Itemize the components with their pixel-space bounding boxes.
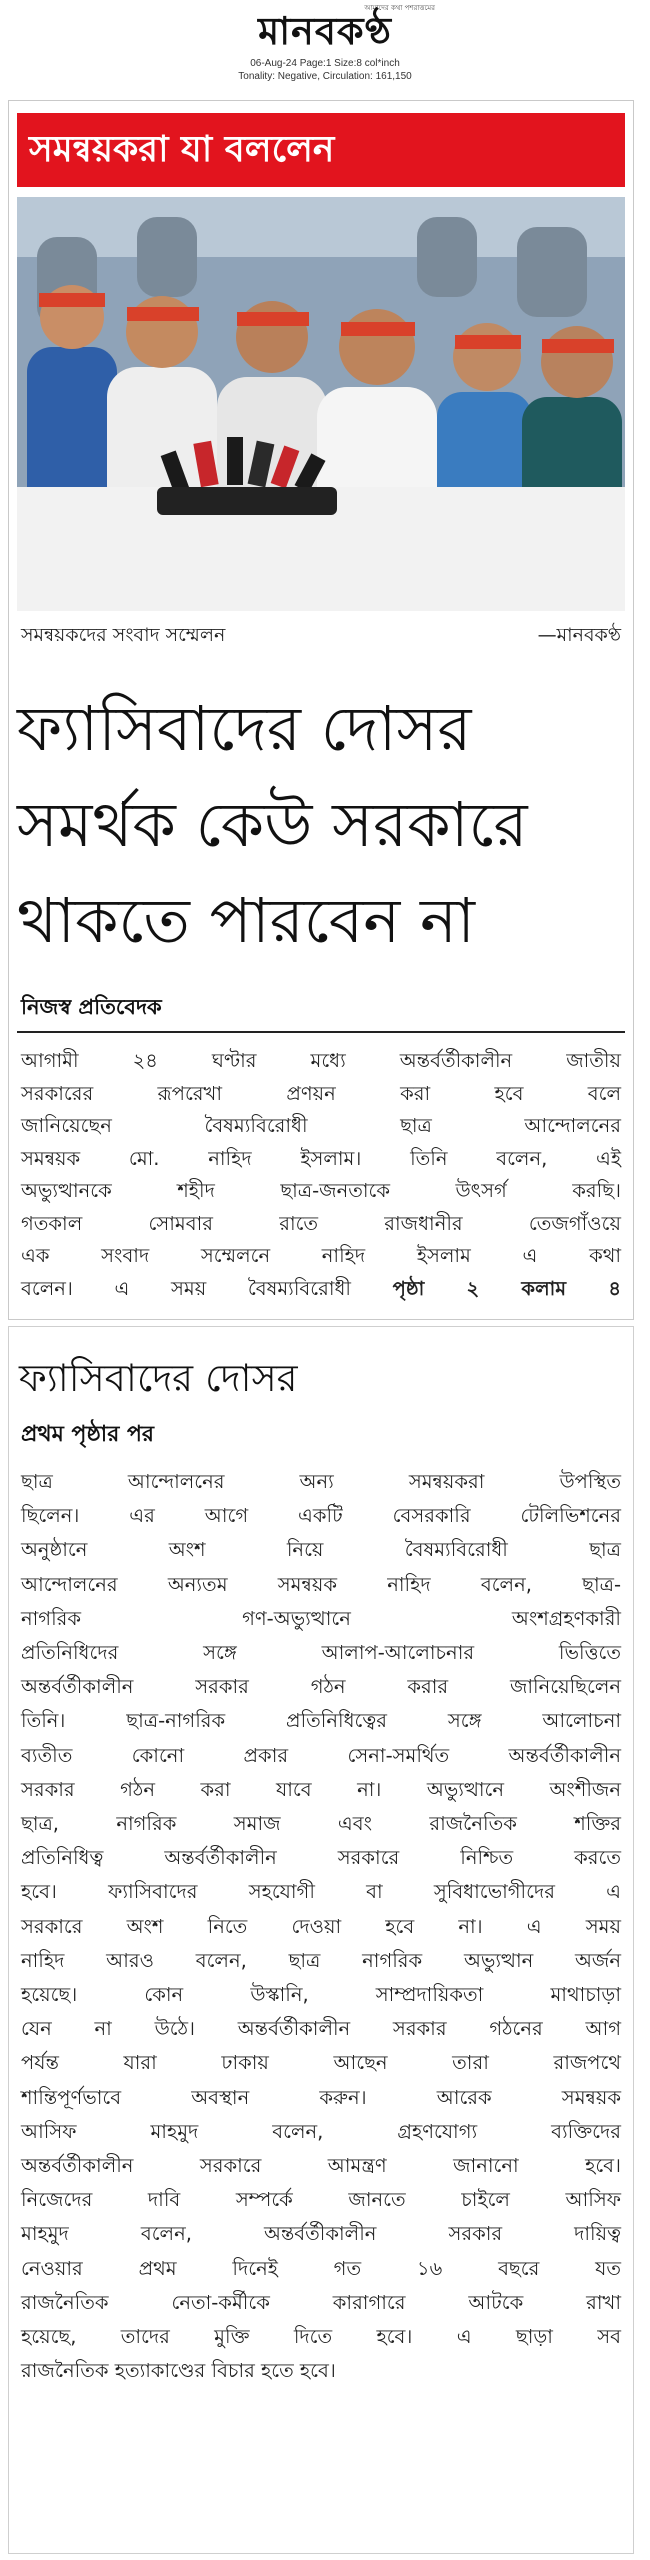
photo-caption — [21, 621, 621, 653]
section-banner — [17, 113, 625, 187]
clipping-meta-page: 06-Aug-24 Page:1 Size:8 col*inch — [250, 58, 400, 69]
continuation-subtitle: প্রথম পৃষ্ঠার পর — [21, 1422, 154, 1447]
body-last-line — [21, 1273, 621, 1306]
body-line: ছাত্র, নাগরিক সমাজ এবং রাজনৈতিক শক্তির — [21, 1812, 621, 1836]
photo-illustration — [17, 197, 625, 611]
headline-line: থাকতে পারবেন না — [17, 884, 475, 957]
caption-text: সমন্বয়কদের সংবাদ সম্মেলন — [21, 624, 226, 646]
body-line: নিজেদের দাবি সম্পর্কে জানতে চাইলে আসিফ — [21, 2188, 621, 2212]
byline: নিজস্ব প্রতিবেদক — [21, 995, 162, 1019]
body-line: নাহিদ আরও বলেন, ছাত্র নাগরিক অভ্যুত্থান অর্জন — [21, 1948, 621, 1972]
body-line: হয়েছে, তাদের মুক্তি দিতে হবে। এ ছাড়া সব — [21, 2325, 621, 2349]
body-line: সরকারের রূপরেখা প্রণয়ন করা হবে বলে — [21, 1081, 621, 1105]
body-line: সরকারে অংশ নিতে দেওয়া হবে না। এ সময় — [21, 1914, 621, 1938]
front-page-column — [8, 100, 634, 1320]
body-line: হবে। ফ্যাসিবাদের সহযোগী বা সুবিধাভোগীদের এ — [21, 1880, 621, 1904]
body-line: অভ্যুত্থানকে শহীদ ছাত্র-জনতাকে উৎসর্গ করছি। — [21, 1179, 621, 1202]
lead-body — [21, 1045, 621, 1305]
body-line: আসিফ মাহমুদ বলেন, গ্রহণযোগ্য ব্যক্তিদের — [21, 2119, 621, 2143]
body-line: এক সংবাদ সম্মেলনে নাহিদ ইসলাম এ কথা — [21, 1244, 621, 1267]
newspaper-logo: মানবকণ্ঠ — [258, 8, 392, 53]
body-line: ছাত্র আন্দোলনের অন্য সমন্বয়করা উপস্থিত — [21, 1470, 621, 1493]
body-line: পর্যন্ত যারা ঢাকায় আছেন তারা রাজপথে — [21, 2051, 621, 2075]
logo-tagline: আমাদের কথা পশরাত্তমের — [364, 4, 435, 12]
headline-line: ফ্যাসিবাদের দোসর — [17, 692, 472, 765]
body-line-text: বলেন। এ সময় বৈষম্যবিরোধী — [21, 1276, 351, 1300]
body-line: সরকার গঠন করা যাবে না। অভ্যুত্থানে অংশীজন — [21, 1777, 621, 1801]
continuation-title: ফ্যাসিবাদের দোসর — [19, 1356, 298, 1400]
continuation-body — [21, 1465, 621, 2388]
body-line: ছিলেন। এর আগে একটি বেসরকারি টেলিভিশনের — [21, 1504, 621, 1528]
body-line: অন্তর্বর্তীকালীন সরকারে আমন্ত্রণ জানানো হবে। — [21, 2154, 621, 2178]
body-line: সমন্বয়ক মো. নাহিদ ইসলাম। তিনি বলেন, এই — [21, 1146, 621, 1170]
body-line: অন্তর্বর্তীকালীন সরকার গঠন করার জানিয়েছিলেন — [21, 1675, 621, 1699]
banner-title: সমন্বয়করা যা বললেন — [29, 129, 335, 170]
continuation-column — [8, 1326, 634, 2554]
clipping-meta-tonality: Tonality: Negative, Circulation: 161,150 — [238, 71, 412, 82]
body-line: অনুষ্ঠানে অংশ নিয়ে বৈষম্যবিরোধী ছাত্র — [21, 1538, 621, 1562]
body-line: তিনি। ছাত্র-নাগরিক প্রতিনিধিত্বের সঙ্গে আলোচনা — [21, 1709, 621, 1733]
body-line: মাহমুদ বলেন, অন্তর্বর্তীকালীন সরকার দায়িত্ব — [21, 2222, 621, 2246]
press-conference-photo — [17, 197, 625, 611]
body-line: রাজনৈতিক নেতা-কর্মীকে কারাগারে আটকে রাখা — [21, 2290, 621, 2314]
body-line: শান্তিপূর্ণভাবে অবস্থান করুন। আরেক সমন্বয়ক — [21, 2085, 621, 2109]
body-line: হয়েছে। কোন উস্কানি, সাম্প্রদায়িকতা মাথাচাড়া — [21, 1983, 621, 2007]
body-line: প্রতিনিধিত্ব অন্তর্বর্তীকালীন সরকারে নিশ্চিত করতে — [21, 1846, 621, 1870]
photo-credit: —মানবকণ্ঠ — [537, 624, 621, 646]
body-line: যেন না উঠে। অন্তর্বর্তীকালীন সরকার গঠনের আগ — [21, 2017, 621, 2041]
body-line: জানিয়েছেন বৈষম্যবিরোধী ছাত্র আন্দোলনের — [21, 1114, 621, 1137]
headline — [17, 681, 625, 969]
divider — [17, 1031, 625, 1033]
body-line: ব্যতীত কোনো প্রকার সেনা-সমর্থিত অন্তর্বর্তীকালীন — [21, 1743, 621, 1767]
body-line: নাগরিক গণ-অভ্যুত্থানে অংশগ্রহণকারী — [21, 1606, 621, 1630]
body-line: নেওয়ার প্রথম দিনেই গত ১৬ বছরে যত — [21, 2256, 621, 2280]
body-line: গতকাল সোমবার রাতে রাজধানীর তেজগাঁওয়ে — [21, 1211, 621, 1235]
body-line: প্রতিনিধিদের সঙ্গে আলাপ-আলোচনার ভিত্তিতে — [21, 1641, 621, 1665]
body-line: আগামী ২৪ ঘণ্টার মধ্যে অন্তর্বর্তীকালীন জাতীয় — [21, 1049, 621, 1072]
jump-reference: পৃষ্ঠা ২ কলাম ৪ — [392, 1276, 621, 1300]
headline-line: সমর্থক কেউ সরকারে — [17, 788, 528, 861]
masthead — [0, 0, 650, 96]
body-line: আন্দোলনের অন্যতম সমন্বয়ক নাহিদ বলেন, ছাত্র- — [21, 1572, 621, 1596]
body-line: রাজনৈতিক হত্যাকাণ্ডের বিচার হতে হবে। — [21, 2359, 336, 2383]
